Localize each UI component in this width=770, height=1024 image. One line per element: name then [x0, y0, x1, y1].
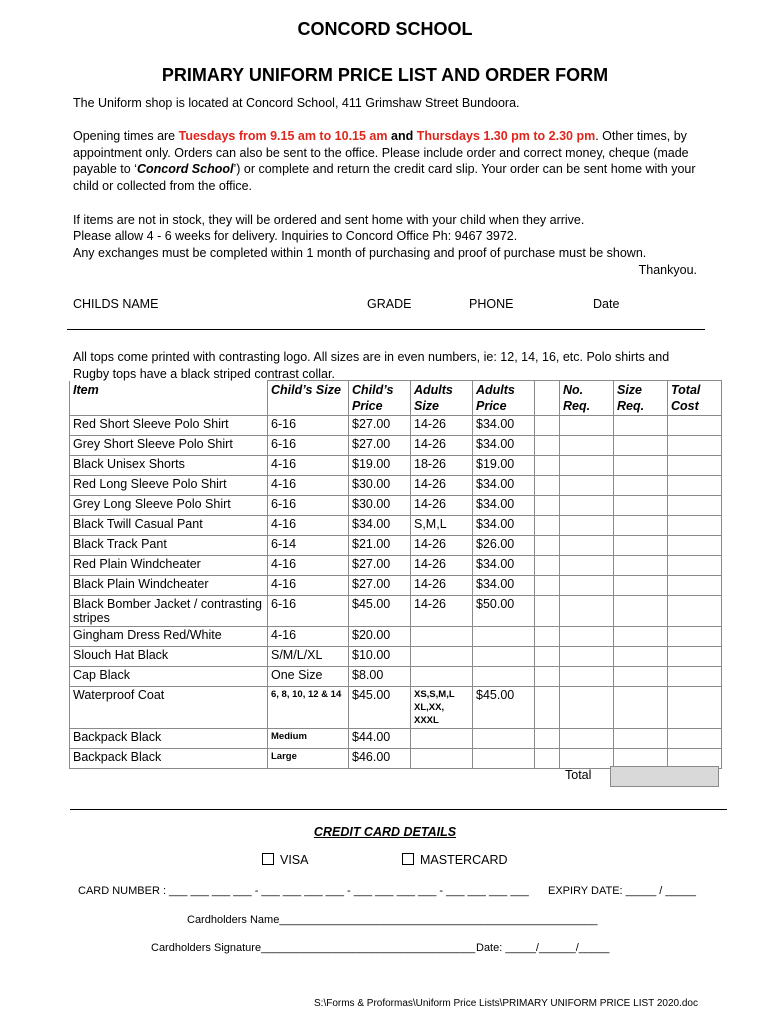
table-row: [70, 687, 722, 729]
cell-spacer: [535, 729, 560, 749]
cell-child-size: Medium: [268, 729, 349, 749]
cell-child-price: $44.00: [349, 729, 411, 749]
cell-child-price: $27.00: [349, 576, 411, 596]
cell-no-req-input[interactable]: [560, 596, 614, 627]
cell-total-cost-input[interactable]: [668, 556, 722, 576]
header-no-req: No. Req.: [560, 381, 614, 416]
cell-spacer: [535, 476, 560, 496]
table-header-row: [70, 381, 722, 416]
tops-note: All tops come printed with contrasting logo. All sizes are in even numbers, ie: 12, 14, 16, etc. Polo shirts and Rugby tops have a black striped contrast collar.: [73, 350, 670, 381]
cell-child-size: 4-16: [268, 476, 349, 496]
cell-adult-size: 14-26: [411, 436, 473, 456]
header-child-size: Child’s Size: [268, 381, 349, 416]
price-table: [69, 380, 722, 769]
cell-item: Black Unisex Shorts: [70, 456, 268, 476]
cell-spacer: [535, 627, 560, 647]
cell-total-cost-input[interactable]: [668, 627, 722, 647]
cell-child-price: $19.00: [349, 456, 411, 476]
stock-line-1: If items are not in stock, they will be ordered and sent home with your child when they arrive.: [73, 213, 585, 227]
visa-label: VISA: [280, 853, 309, 867]
cell-size-req-input[interactable]: [614, 576, 668, 596]
visa-option[interactable]: [262, 853, 309, 867]
cell-no-req-input[interactable]: [560, 667, 614, 687]
cell-item: Black Twill Casual Pant: [70, 516, 268, 536]
footer-file-path: S:\Forms & Proformas\Uniform Price Lists\PRIMARY UNIFORM PRICE LIST 2020.doc: [314, 998, 698, 1009]
cell-adult-size: 18-26: [411, 456, 473, 476]
cell-child-size: 6, 8, 10, 12 & 14: [268, 687, 349, 729]
cell-child-price: $46.00: [349, 749, 411, 769]
header-item: Item: [70, 381, 268, 416]
cell-child-size: 6-14: [268, 536, 349, 556]
form-title: PRIMARY UNIFORM PRICE LIST AND ORDER FORM: [161, 65, 609, 85]
signature-date-field[interactable]: Date: _____/______/_____: [476, 942, 610, 954]
visa-checkbox[interactable]: [262, 853, 274, 865]
cell-adult-price: $45.00: [473, 687, 535, 729]
cell-item: Black Bomber Jacket / contrasting stripes: [70, 596, 268, 627]
cell-spacer: [535, 536, 560, 556]
cell-adult-size: 14-26: [411, 536, 473, 556]
cell-spacer: [535, 516, 560, 536]
cell-total-cost-input[interactable]: [668, 516, 722, 536]
cell-size-req-input[interactable]: [614, 536, 668, 556]
cell-adult-price: [473, 647, 535, 667]
cell-size-req-input[interactable]: [614, 667, 668, 687]
cell-adult-price: $34.00: [473, 556, 535, 576]
cell-no-req-input[interactable]: [560, 647, 614, 667]
cell-item: Cap Black: [70, 667, 268, 687]
cell-total-cost-input[interactable]: [668, 596, 722, 627]
cell-child-size: 6-16: [268, 496, 349, 516]
cardholder-name-field[interactable]: Cardholders Name____________________________________________________: [187, 914, 598, 926]
cell-child-price: $20.00: [349, 627, 411, 647]
table-row: [70, 647, 722, 667]
cell-no-req-input[interactable]: [560, 516, 614, 536]
mastercard-label: MASTERCARD: [420, 853, 508, 867]
cell-size-req-input[interactable]: [614, 496, 668, 516]
cell-total-cost-input[interactable]: [668, 416, 722, 436]
date-label: Date: [593, 297, 620, 311]
cell-child-price: $45.00: [349, 596, 411, 627]
cell-size-req-input[interactable]: [614, 436, 668, 456]
cell-size-req-input[interactable]: [614, 476, 668, 496]
cell-size-req-input[interactable]: [614, 627, 668, 647]
cell-no-req-input[interactable]: [560, 687, 614, 729]
cell-item: Red Long Sleeve Polo Shirt: [70, 476, 268, 496]
cell-adult-price: $34.00: [473, 416, 535, 436]
cell-adult-size: S,M,L: [411, 516, 473, 536]
table-row: [70, 516, 722, 536]
cell-spacer: [535, 647, 560, 667]
cell-no-req-input[interactable]: [560, 456, 614, 476]
cell-item: Red Short Sleeve Polo Shirt: [70, 416, 268, 436]
cell-child-price: $8.00: [349, 667, 411, 687]
cell-spacer: [535, 436, 560, 456]
expiry-date-field[interactable]: EXPIRY DATE: _____ / _____: [548, 885, 696, 897]
grade-label: GRADE: [367, 297, 412, 311]
cell-child-size: 4-16: [268, 556, 349, 576]
cell-adult-size: XS,S,M,L XL,XX, XXXL: [411, 687, 473, 729]
cell-no-req-input[interactable]: [560, 556, 614, 576]
cell-size-req-input[interactable]: [614, 516, 668, 536]
cell-no-req-input[interactable]: [560, 476, 614, 496]
cell-size-req-input[interactable]: [614, 556, 668, 576]
cell-adult-size: 14-26: [411, 596, 473, 627]
cell-total-cost-input[interactable]: [668, 536, 722, 556]
cell-item: Backpack Black: [70, 729, 268, 749]
cell-adult-size: [411, 647, 473, 667]
table-row: [70, 627, 722, 647]
cell-child-size: 4-16: [268, 516, 349, 536]
table-row: [70, 456, 722, 476]
table-row: [70, 476, 722, 496]
cell-adult-price: $19.00: [473, 456, 535, 476]
cell-child-price: $34.00: [349, 516, 411, 536]
student-details-line[interactable]: [67, 329, 705, 330]
cell-child-size: 6-16: [268, 416, 349, 436]
cell-adult-size: [411, 749, 473, 769]
stock-line-3: Any exchanges must be completed within 1 month of purchasing and proof of purchase must be shown.: [73, 246, 647, 260]
cell-total-cost-input[interactable]: [668, 476, 722, 496]
cell-child-size: S/M/L/XL: [268, 647, 349, 667]
cell-item: Waterproof Coat: [70, 687, 268, 729]
cell-no-req-input[interactable]: [560, 496, 614, 516]
mastercard-option[interactable]: [402, 853, 508, 867]
cell-child-price: $27.00: [349, 556, 411, 576]
header-adult-size: Adults Size: [411, 381, 473, 416]
cell-child-price: $45.00: [349, 687, 411, 729]
table-row: [70, 436, 722, 456]
cell-adult-size: 14-26: [411, 576, 473, 596]
cell-item: Black Track Pant: [70, 536, 268, 556]
header-total-cost: Total Cost: [668, 381, 722, 416]
cell-size-req-input[interactable]: [614, 596, 668, 627]
cell-total-cost-input[interactable]: [668, 729, 722, 749]
total-amount-box[interactable]: [610, 766, 719, 787]
cell-item: Grey Short Sleeve Polo Shirt: [70, 436, 268, 456]
cell-adult-price: $50.00: [473, 596, 535, 627]
childs-name-label: CHILDS NAME: [73, 297, 159, 311]
cell-no-req-input[interactable]: [560, 436, 614, 456]
stock-line-2: Please allow 4 - 6 weeks for delivery. Inquiries to Concord Office Ph: 9467 3972.: [73, 229, 518, 243]
cell-adult-price: $34.00: [473, 576, 535, 596]
table-row: [70, 536, 722, 556]
cell-size-req-input[interactable]: [614, 456, 668, 476]
cell-spacer: [535, 749, 560, 769]
opening-tuesday: Tuesdays from 9.15 am to 10.15 am: [178, 129, 388, 143]
cell-total-cost-input[interactable]: [668, 496, 722, 516]
cell-item: Red Plain Windcheater: [70, 556, 268, 576]
cell-child-size: 6-16: [268, 436, 349, 456]
cell-item: Backpack Black: [70, 749, 268, 769]
header-child-price: Child’s Price: [349, 381, 411, 416]
cell-size-req-input[interactable]: [614, 647, 668, 667]
thankyou-text: Thankyou.: [638, 263, 697, 277]
cell-adult-price: $34.00: [473, 476, 535, 496]
cell-adult-price: [473, 729, 535, 749]
cell-child-size: 6-16: [268, 596, 349, 627]
cell-spacer: [535, 496, 560, 516]
cell-child-size: 4-16: [268, 627, 349, 647]
cell-adult-size: 14-26: [411, 476, 473, 496]
cell-total-cost-input[interactable]: [668, 576, 722, 596]
cell-adult-size: 14-26: [411, 556, 473, 576]
cell-adult-price: $34.00: [473, 496, 535, 516]
cell-item: Black Plain Windcheater: [70, 576, 268, 596]
cell-item: Gingham Dress Red/White: [70, 627, 268, 647]
cell-no-req-input[interactable]: [560, 536, 614, 556]
table-row: [70, 576, 722, 596]
cell-size-req-input[interactable]: [614, 729, 668, 749]
table-row: [70, 416, 722, 436]
cell-no-req-input[interactable]: [560, 627, 614, 647]
location-text: The Uniform shop is located at Concord School, 411 Grimshaw Street Bundoora.: [73, 96, 520, 110]
cell-spacer: [535, 667, 560, 687]
opening-rest-2: ’) or complete and return the credit card slip. Your order can be sent home with your child or collected from the office.: [73, 162, 696, 193]
cell-item: Slouch Hat Black: [70, 647, 268, 667]
cell-adult-size: 14-26: [411, 496, 473, 516]
header-spacer: [535, 381, 560, 416]
phone-label: PHONE: [469, 297, 514, 311]
cell-adult-size: [411, 729, 473, 749]
header-adult-price: Adults Price: [473, 381, 535, 416]
cell-adult-size: 14-26: [411, 416, 473, 436]
cell-adult-price: $34.00: [473, 436, 535, 456]
cell-no-req-input[interactable]: [560, 729, 614, 749]
table-row: [70, 667, 722, 687]
cell-child-price: $27.00: [349, 436, 411, 456]
cell-size-req-input[interactable]: [614, 687, 668, 729]
cell-adult-price: $26.00: [473, 536, 535, 556]
opening-times-paragraph: [73, 128, 713, 194]
school-name: CONCORD SCHOOL: [297, 19, 473, 39]
cell-child-price: $27.00: [349, 416, 411, 436]
cell-spacer: [535, 456, 560, 476]
cell-child-price: $30.00: [349, 496, 411, 516]
cell-size-req-input[interactable]: [614, 416, 668, 436]
header-size-req: Size Req.: [614, 381, 668, 416]
cell-total-cost-input[interactable]: [668, 687, 722, 729]
cell-adult-price: [473, 749, 535, 769]
cell-no-req-input[interactable]: [560, 416, 614, 436]
opening-rest-1: . Other times, by appointment only. Orders can also be sent to the office. Please include order and correct money, cheque (made payable to ‘: [73, 129, 689, 177]
opening-thursday: Thursdays 1.30 pm to 2.30 pm: [416, 129, 596, 143]
cell-child-size: Large: [268, 749, 349, 769]
opening-and: and: [387, 129, 417, 143]
cardholder-signature-field[interactable]: Cardholders Signature___________________________________: [151, 942, 476, 954]
cell-spacer: [535, 596, 560, 627]
total-label: Total: [565, 768, 592, 782]
cell-child-price: $10.00: [349, 647, 411, 667]
cell-child-price: $30.00: [349, 476, 411, 496]
cell-item: Grey Long Sleeve Polo Shirt: [70, 496, 268, 516]
cell-child-size: 4-16: [268, 456, 349, 476]
table-row: [70, 729, 722, 749]
card-number-field[interactable]: CARD NUMBER : ___ ___ ___ ___ - ___ ___ ___ ___ - ___ ___ ___ ___ - ___ ___ ___ ___: [78, 885, 529, 897]
divider: [70, 809, 727, 810]
cell-total-cost-input[interactable]: [668, 667, 722, 687]
opening-prefix: Opening times are: [73, 129, 179, 143]
cell-spacer: [535, 576, 560, 596]
cell-adult-size: [411, 627, 473, 647]
cell-adult-price: $34.00: [473, 516, 535, 536]
cell-child-price: $21.00: [349, 536, 411, 556]
cell-no-req-input[interactable]: [560, 576, 614, 596]
cell-adult-size: [411, 667, 473, 687]
mastercard-checkbox[interactable]: [402, 853, 414, 865]
cell-child-size: 4-16: [268, 576, 349, 596]
cell-total-cost-input[interactable]: [668, 436, 722, 456]
cell-total-cost-input[interactable]: [668, 647, 722, 667]
credit-card-title: CREDIT CARD DETAILS: [313, 825, 457, 839]
cell-adult-price: [473, 667, 535, 687]
cell-adult-price: [473, 627, 535, 647]
cell-spacer: [535, 416, 560, 436]
table-row: [70, 556, 722, 576]
cell-spacer: [535, 687, 560, 729]
payee-name: Concord School: [136, 162, 234, 177]
cell-spacer: [535, 556, 560, 576]
cell-child-size: One Size: [268, 667, 349, 687]
cell-no-req-input[interactable]: [560, 749, 614, 769]
table-row: [70, 496, 722, 516]
table-row: [70, 596, 722, 627]
cell-total-cost-input[interactable]: [668, 456, 722, 476]
